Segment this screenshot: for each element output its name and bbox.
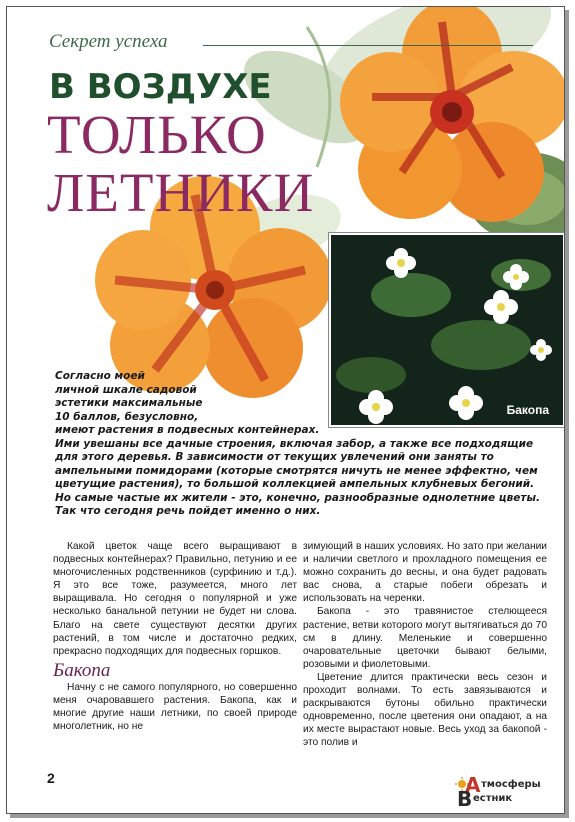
lead-line-2: личной шкале садовой [55,383,197,396]
kicker-rule [203,45,533,46]
magazine-page [6,6,565,814]
logo-letter-v: В [457,787,473,811]
page-number: 2 [47,770,55,786]
headline-line-2: ТОЛЬКО [47,104,267,165]
body-paragraph: Цветение длится практически весь сезон и проходит волнами. То есть завязываются и раскрываются бутоны обильно практически одновременно, после цветения они опадают, а на их месте вырастают новые. Весь уход за бакопой - это полив и [303,671,547,749]
lead-line-5: имеют растения в подвесных контейнерах. [55,424,320,436]
section-kicker: Секрет успеха [49,31,168,52]
nasturtium-flower-top [337,6,565,232]
lead-line-4: 10 баллов, безусловно, [55,410,199,423]
logo-word-a: тмосферы [481,779,541,790]
lead-rest: Ими увешаны все дачные строения, включая забор, а также все подходящие для этого деревья. В зависимости от текущих увлечений они заняты то ампельными помидорами (которые смотрятся ничуть не менее эффектно, чем цветущие растения), то большой коллекцией ампельных клубневых бегоний. Но самые частые их жители - это, конечно, разнообразные однолетние цветы. Так что сегодня речь пойдет именно о них. [55,437,540,517]
body-paragraph: Бакопа - это травянистое стелющееся растение, ветви которого могут вытягиваться до 70 см в длину. Меленькие и совершенно очаровательные цветочки бывают белыми, розовыми и фиолетовыми. [303,606,547,670]
logo-word-v: естник [473,793,513,804]
lead-line-3: эстетики максимальные [55,397,203,409]
body-paragraph: зимующий в наших условиях. Но зато при желании и наличии светлого и прохладного помещения ее можно сохранить до весны, и она будет радовать вас снова, а старые побеги обрезать и использовать на черенки. [303,541,547,605]
body-paragraph: Какой цветок чаще всего выращивают в подвесных контейнерах? Правильно, петунию и ее многочисленных родственников (сурфинию и т.д.). Я это все тоже, разумеется, много лет выращивала. Но сегодня о популярной и уже несколько банальной петунии не будет ни слова. Благо на свете существуют десятки других растений, в том числе и достаточно редких, прекрасно подходящих для подвесных горшков. [53,541,297,657]
lead-paragraph [55,370,545,519]
publication-logo [457,773,559,811]
subheading-bacopa: Бакопа [53,659,111,681]
headline-line-1: В ВОЗДУХЕ [49,67,272,107]
body-column-left [53,540,297,733]
logo-letter-a: А [465,773,481,797]
body-column-right [303,540,547,750]
photo-caption: Бакопа [506,403,549,417]
body-paragraph: Начну с не самого популярного, но совершенно меня очаровавшего растения. Бакопа, как и многие другие наши летники, по своей природе многолетник, но не [53,681,297,733]
lead-line-1: Согласно моей [55,370,145,382]
headline-line-3: ЛЕТНИКИ [47,162,315,223]
